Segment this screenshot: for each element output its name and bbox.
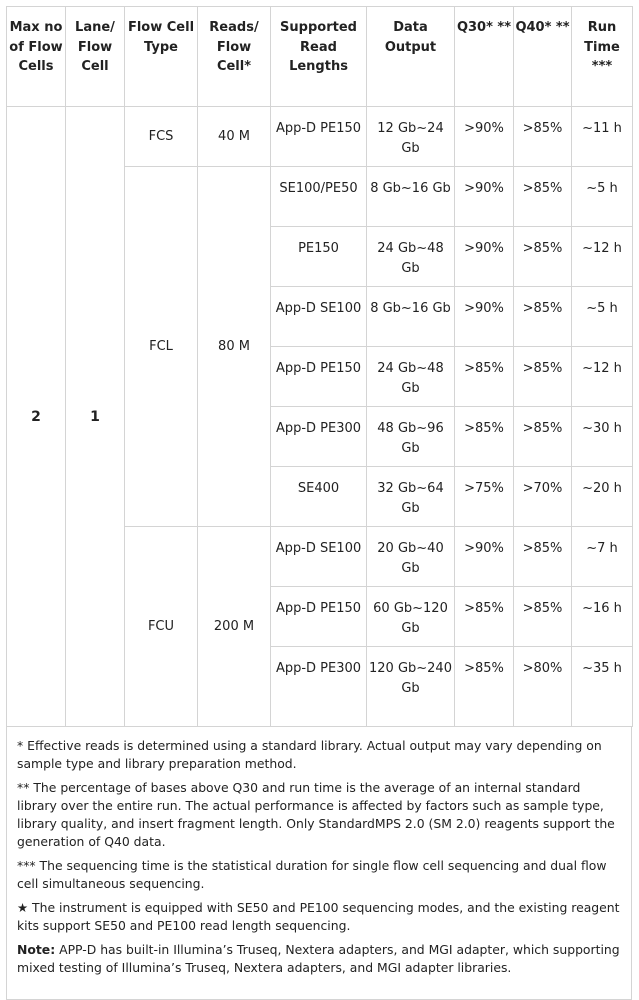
run-time-cell: ~30 h: [572, 407, 633, 467]
footnote-note: [17, 941, 621, 977]
run-time-cell: ~35 h: [572, 647, 633, 727]
run-time-cell: ~12 h: [572, 347, 633, 407]
q30-cell: >85%: [455, 647, 514, 727]
header-flow-cell-type: Flow Cell Type: [125, 7, 198, 107]
data-output-cell: 120 Gb~240 Gb: [367, 647, 455, 727]
run-time-cell: ~16 h: [572, 587, 633, 647]
run-time-cell: ~5 h: [572, 287, 633, 347]
specifications-table: [6, 6, 633, 727]
q40-cell: >85%: [514, 227, 572, 287]
read-length-cell: App-D PE300: [271, 407, 367, 467]
q40-cell: >85%: [514, 287, 572, 347]
header-read-lengths: Supported Read Lengths: [271, 7, 367, 107]
header-q40: Q40* **: [514, 7, 572, 107]
data-output-cell: 48 Gb~96 Gb: [367, 407, 455, 467]
data-output-cell: 20 Gb~40 Gb: [367, 527, 455, 587]
q30-cell: >75%: [455, 467, 514, 527]
q40-cell: >85%: [514, 107, 572, 167]
q40-cell: >85%: [514, 167, 572, 227]
header-reads: Reads/ Flow Cell*: [198, 7, 271, 107]
data-output-cell: 32 Gb~64 Gb: [367, 467, 455, 527]
read-length-cell: App-D SE100: [271, 287, 367, 347]
note-text: APP-D has built-in Illumina’s Truseq, Nextera adapters, and MGI adapter, which supporting mixed testing of Illumina’s Truseq, Nextera adapters, and MGI adapter libraries.: [17, 942, 620, 975]
data-output-cell: 8 Gb~16 Gb: [367, 167, 455, 227]
q30-cell: >85%: [455, 407, 514, 467]
q40-cell: >85%: [514, 587, 572, 647]
header-q30: Q30* **: [455, 7, 514, 107]
read-length-cell: App-D PE150: [271, 347, 367, 407]
q30-cell: >90%: [455, 107, 514, 167]
q40-cell: >85%: [514, 527, 572, 587]
q40-cell: >80%: [514, 647, 572, 727]
q30-cell: >85%: [455, 587, 514, 647]
data-output-cell: 12 Gb~24 Gb: [367, 107, 455, 167]
data-output-cell: 24 Gb~48 Gb: [367, 227, 455, 287]
read-length-cell: SE100/PE50: [271, 167, 367, 227]
read-length-cell: SE400: [271, 467, 367, 527]
run-time-cell: ~12 h: [572, 227, 633, 287]
read-length-cell: App-D PE150: [271, 587, 367, 647]
header-max-flow-cells: Max no of Flow Cells: [7, 7, 66, 107]
data-output-cell: 60 Gb~120 Gb: [367, 587, 455, 647]
q40-cell: >85%: [514, 347, 572, 407]
note-label: Note:: [17, 942, 56, 957]
header-run-time: Run Time ***: [572, 7, 633, 107]
header-data-output: Data Output: [367, 7, 455, 107]
table-row: [7, 107, 633, 167]
flow-cell-type-cell: FCU: [125, 527, 198, 727]
reads-cell: 200 M: [198, 527, 271, 727]
read-length-cell: App-D PE300: [271, 647, 367, 727]
run-time-cell: ~5 h: [572, 167, 633, 227]
q40-cell: >70%: [514, 467, 572, 527]
q30-cell: >90%: [455, 167, 514, 227]
reads-cell: 80 M: [198, 167, 271, 527]
footnotes: [6, 727, 632, 1000]
q30-cell: >90%: [455, 227, 514, 287]
footnote-sequencing-time: *** The sequencing time is the statistical duration for single flow cell sequencing and dual flow cell simultaneous sequencing.: [17, 858, 607, 891]
lane-cell: 1: [66, 107, 125, 727]
flow-cell-type-cell: FCL: [125, 167, 198, 527]
read-length-cell: PE150: [271, 227, 367, 287]
header-row: [7, 7, 633, 107]
run-time-cell: ~7 h: [572, 527, 633, 587]
q40-cell: >85%: [514, 407, 572, 467]
q30-cell: >85%: [455, 347, 514, 407]
run-time-cell: ~11 h: [572, 107, 633, 167]
data-output-cell: 24 Gb~48 Gb: [367, 347, 455, 407]
read-length-cell: App-D PE150: [271, 107, 367, 167]
reads-cell: 40 M: [198, 107, 271, 167]
data-output-cell: 8 Gb~16 Gb: [367, 287, 455, 347]
footnote-sequencing-modes: ★ The instrument is equipped with SE50 and PE100 sequencing modes, and the existing reagent kits support SE50 and PE100 read length sequencing.: [17, 900, 620, 933]
q30-cell: >90%: [455, 287, 514, 347]
flow-cell-type-cell: FCS: [125, 107, 198, 167]
footnote-q30-percentage: ** The percentage of bases above Q30 and run time is the average of an internal standard library over the entire run. The actual performance is affected by factors such as sample type, library quality, and insert fragment length. Only StandardMPS 2.0 (SM 2.0) reagents support the generation of Q40 data.: [17, 780, 615, 849]
footnote-effective-reads: * Effective reads is determined using a standard library. Actual output may vary depending on sample type and library preparation method.: [17, 738, 602, 771]
max-flow-cells-cell: 2: [7, 107, 66, 727]
run-time-cell: ~20 h: [572, 467, 633, 527]
read-length-cell: App-D SE100: [271, 527, 367, 587]
spec-sheet: [6, 6, 632, 1000]
header-lane: Lane/ Flow Cell: [66, 7, 125, 107]
q30-cell: >90%: [455, 527, 514, 587]
